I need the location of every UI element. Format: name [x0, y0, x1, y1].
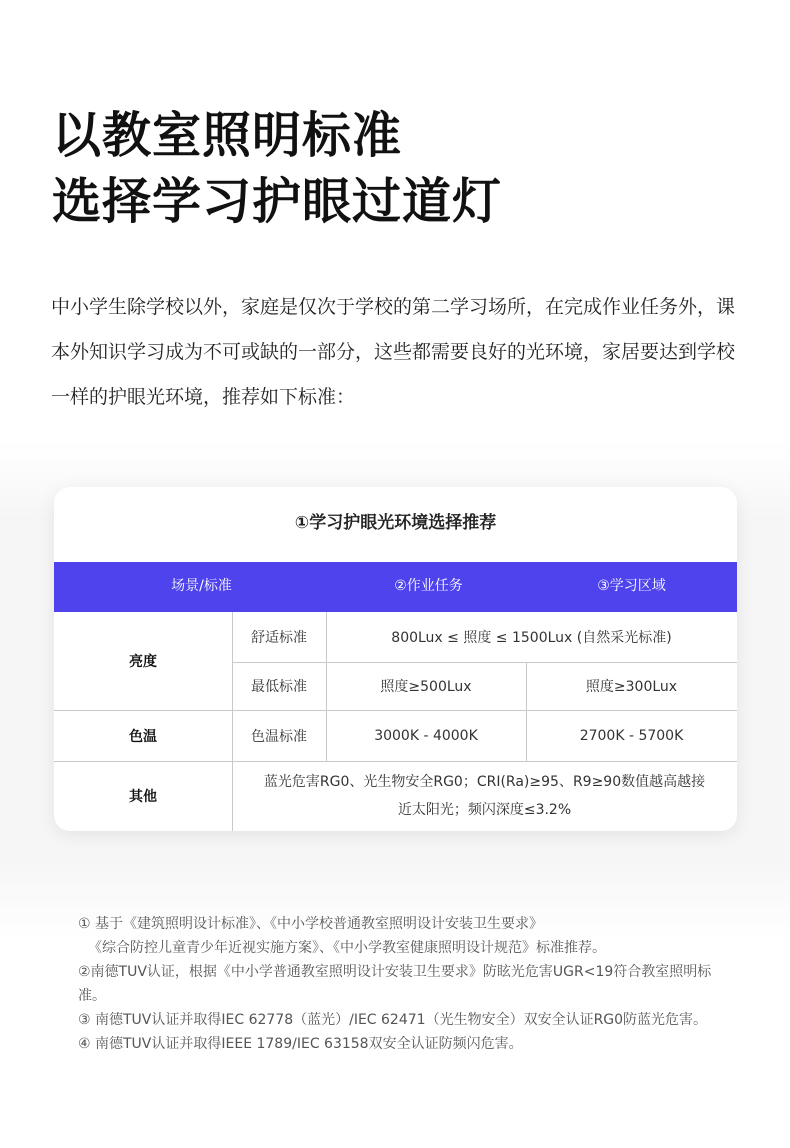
header-scene-standard: 场景/标准 — [171, 578, 232, 594]
table-title: ①学习护眼光环境选择推荐 — [294, 513, 497, 533]
headline — [52, 103, 502, 235]
sub-label-comfort: 舒适标准 — [251, 630, 307, 646]
standards-table-card — [54, 487, 737, 831]
headline-line-1: 以教室照明标准 — [52, 107, 403, 164]
value-min-area: 照度≥300Lux — [585, 679, 678, 695]
value-min-task: 照度≥500Lux — [380, 679, 472, 695]
header-task: ②作业任务 — [394, 578, 463, 594]
footnote-1-continued: 《综合防控儿童青少年近视实施方案》、《中小学教室健康照明设计规范》标准推荐。 — [88, 940, 606, 956]
sub-label-minimum: 最低标准 — [251, 679, 307, 695]
table-header-row — [54, 562, 737, 612]
row-label-brightness: 亮度 — [129, 654, 157, 670]
footnote-3: ③ 南德TUV认证并取得IEC 62778（蓝光）/IEC 62471（光生物安全）双安全认证RG0防蓝光危害。 — [78, 1012, 708, 1028]
value-color-temp-task: 3000K - 4000K — [374, 727, 478, 744]
value-other: 蓝光危害RG0、光生物安全RG0；CRI(Ra)≥95、R9≥90数值越高越接近太阳光；频闪深度≤3.2% — [263, 774, 706, 818]
value-comfort-illuminance: 800Lux ≤ 照度 ≤ 1500Lux (自然采光标准) — [391, 630, 672, 646]
footnote-2: ②南德TUV认证，根据《中小学普通教室照明设计安装卫生要求》防眩光危害UGR<19符合教室照明标准。 — [78, 964, 712, 1004]
footnote-4: ④ 南德TUV认证并取得IEEE 1789/IEC 63158双安全认证防频闪危害。 — [78, 1036, 523, 1052]
row-label-other: 其他 — [129, 789, 157, 805]
value-color-temp-area: 2700K - 5700K — [579, 727, 684, 744]
sub-label-color-temp: 色温标准 — [251, 728, 307, 745]
intro-paragraph: 中小学生除学校以外，家庭是仅次于学校的第二学习场所，在完成作业任务外，课本外知识学习成为不可或缺的一部分，这些都需要良好的光环境，家居要达到学校一样的护眼光环境，推荐如下标准： — [51, 296, 736, 408]
headline-line-2: 选择学习护眼过道灯 — [52, 173, 503, 230]
footnote-1: ① 基于《建筑照明设计标准》、《中小学校普通教室照明设计安装卫生要求》 — [78, 916, 543, 932]
row-label-color-temp: 色温 — [129, 728, 157, 745]
footnotes — [78, 912, 718, 1056]
header-area: ③学习区域 — [597, 578, 666, 594]
